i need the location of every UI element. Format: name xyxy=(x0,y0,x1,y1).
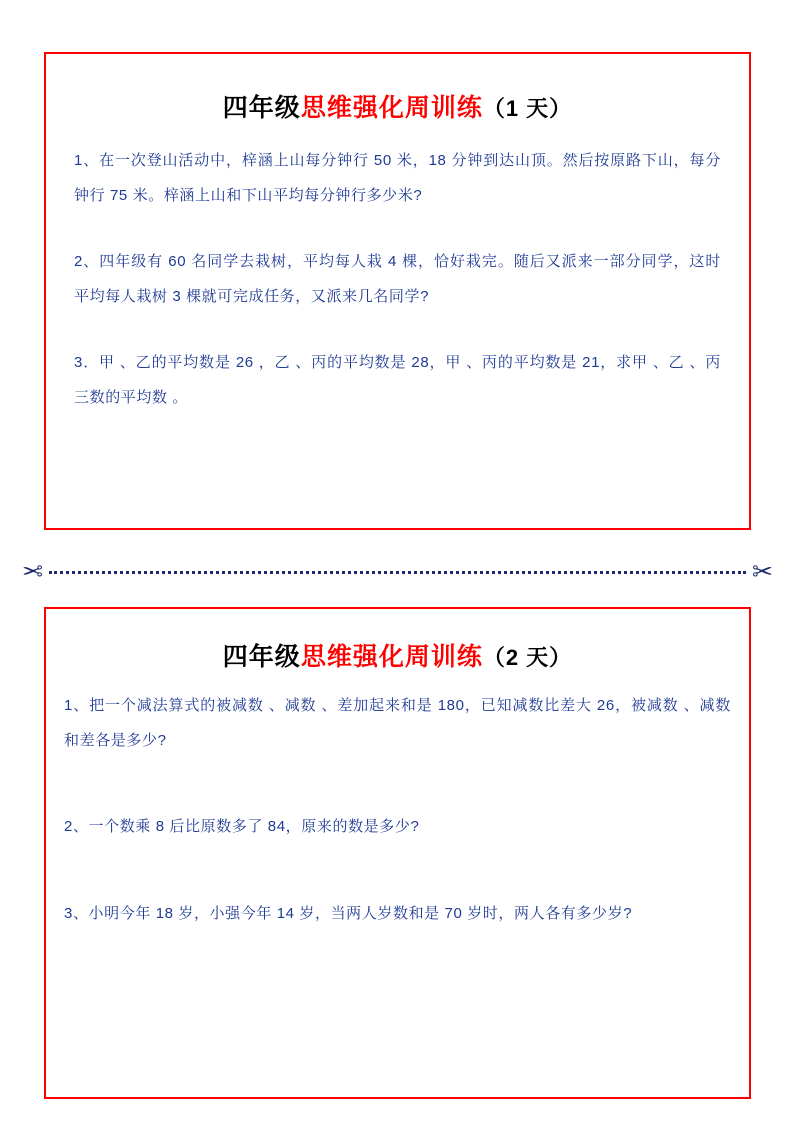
question-list-day-1 xyxy=(46,130,749,415)
title-prefix: 四年级 xyxy=(222,94,301,122)
worksheet-title-day-2 xyxy=(46,637,749,673)
question-item: 3、小明今年 18 岁，小强今年 14 岁，当两人岁数和是 70 岁时，两人各有多少岁? xyxy=(64,904,633,922)
question-item: 1、在一次登山活动中，梓涵上山每分钟行 50 米，18 分钟到达山顶。然后按原路下山，每分钟行 75 米。梓涵上山和下山平均每分钟行多少米? xyxy=(74,152,721,204)
question-list-day-2 xyxy=(46,679,749,931)
dashed-cut-line xyxy=(49,571,746,574)
question-item: 1、把一个减法算式的被减数 、减数 、差加起来和是 180，已知减数比差大 26，被减数 、减数和差各是多少? xyxy=(64,697,731,749)
question-item: 2、四年级有 60 名同学去栽树，平均每人栽 4 棵，恰好栽完。随后又派来一部分同学，这时平均每人栽树 3 棵就可完成任务，又派来几名同学? xyxy=(74,253,721,305)
worksheet-card-day-2 xyxy=(44,607,751,1099)
scissors-icon: ✂ xyxy=(22,557,43,586)
scissors-icon: ✂ xyxy=(752,557,773,586)
cut-line-row xyxy=(22,552,773,592)
title-suffix: （2 天） xyxy=(482,645,573,670)
title-suffix: （1 天） xyxy=(482,96,573,121)
title-prefix: 四年级 xyxy=(222,643,301,671)
worksheet-title-day-1 xyxy=(46,88,749,124)
worksheet-card-day-1 xyxy=(44,52,751,530)
title-accent: 思维强化周训练 xyxy=(300,643,483,671)
question-item: 3．甲 、乙的平均数是 26 ，乙 、丙的平均数是 28，甲 、丙的平均数是 21，求甲 、乙 、丙三数的平均数 。 xyxy=(74,354,721,406)
title-accent: 思维强化周训练 xyxy=(300,94,483,122)
question-item: 2、一个数乘 8 后比原数多了 84，原来的数是多少? xyxy=(64,818,420,835)
